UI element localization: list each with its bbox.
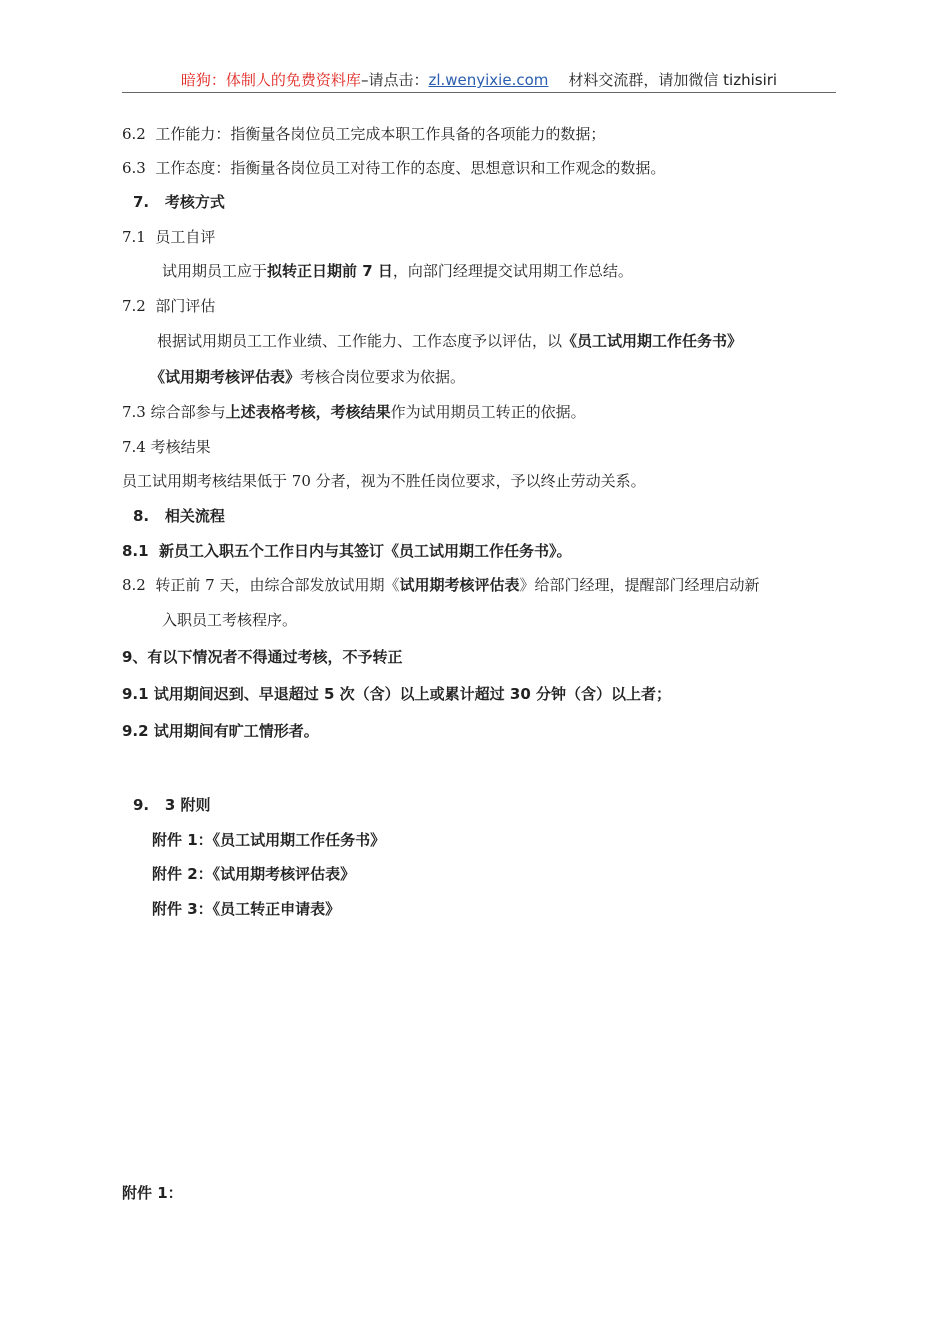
clause-8-2-continued: 入职员工考核程序。 — [162, 611, 298, 629]
clause-6-2: 6.2 工作能力：指衡量各岗位员工完成本职工作具备的各项能力的数据； — [122, 125, 606, 143]
section-8-heading: 8. 相关流程 — [133, 507, 225, 525]
clause-7-3: 7.3 综合部参与上述表格考核，考核结果作为试用期员工转正的依据。 — [122, 403, 586, 421]
section-7-heading: 7. 考核方式 — [133, 193, 225, 211]
clause-9-1: 9.1 试用期间迟到、早退超过 5 次（含）以上或累计超过 30 分钟（含）以上者； — [122, 685, 671, 703]
attachment-2: 附件 2：《试用期考核评估表》 — [152, 865, 356, 883]
clause-7-1-body: 试用期员工应于拟转正日期前 7 日，向部门经理提交试用期工作总结。 — [162, 262, 633, 280]
attachment-1: 附件 1：《员工试用期工作任务书》 — [152, 831, 386, 849]
clause-7-4: 7.4 考核结果 — [122, 438, 211, 456]
clause-7-2-body-1: 根据试用期员工工作业绩、工作能力、工作态度予以评估，以《员工试用期工作任务书》 — [157, 332, 743, 350]
section-9-3-heading: 9. 3 附则 — [133, 796, 211, 814]
group-note: 材料交流群，请加微信 tizhisiri — [568, 71, 778, 89]
page-header — [122, 70, 836, 93]
site-link[interactable]: zl.wenyixie.com — [428, 71, 549, 89]
clause-7-2: 7.2 部门评估 — [122, 297, 216, 315]
click-prompt: –请点击： — [360, 71, 429, 89]
clause-7-1: 7.1 员工自评 — [122, 228, 216, 246]
clause-7-2-body-2: 《试用期考核评估表》考核合岗位要求为依据。 — [150, 368, 466, 386]
attachment-3: 附件 3：《员工转正申请表》 — [152, 900, 341, 918]
clause-6-3: 6.3 工作态度：指衡量各岗位员工对待工作的态度、思想意识和工作观念的数据。 — [122, 159, 666, 177]
attachment-1-label: 附件 1： — [122, 1184, 183, 1202]
clause-9-2: 9.2 试用期间有旷工情形者。 — [122, 722, 319, 740]
clause-8-2: 8.2 转正前 7 天，由综合部发放试用期《试用期考核评估表》给部门经理，提醒部门经理启动新 — [122, 576, 760, 594]
section-9-heading: 9、有以下情况者不得通过考核，不予转正 — [122, 648, 403, 666]
clause-8-1: 8.1 新员工入职五个工作日内与其签订《员工试用期工作任务书》。 — [122, 542, 572, 560]
clause-7-4-body: 员工试用期考核结果低于 70 分者，视为不胜任岗位要求，予以终止劳动关系。 — [122, 472, 646, 490]
brand-text: 暗狗：体制人的免费资料库 — [180, 71, 361, 89]
